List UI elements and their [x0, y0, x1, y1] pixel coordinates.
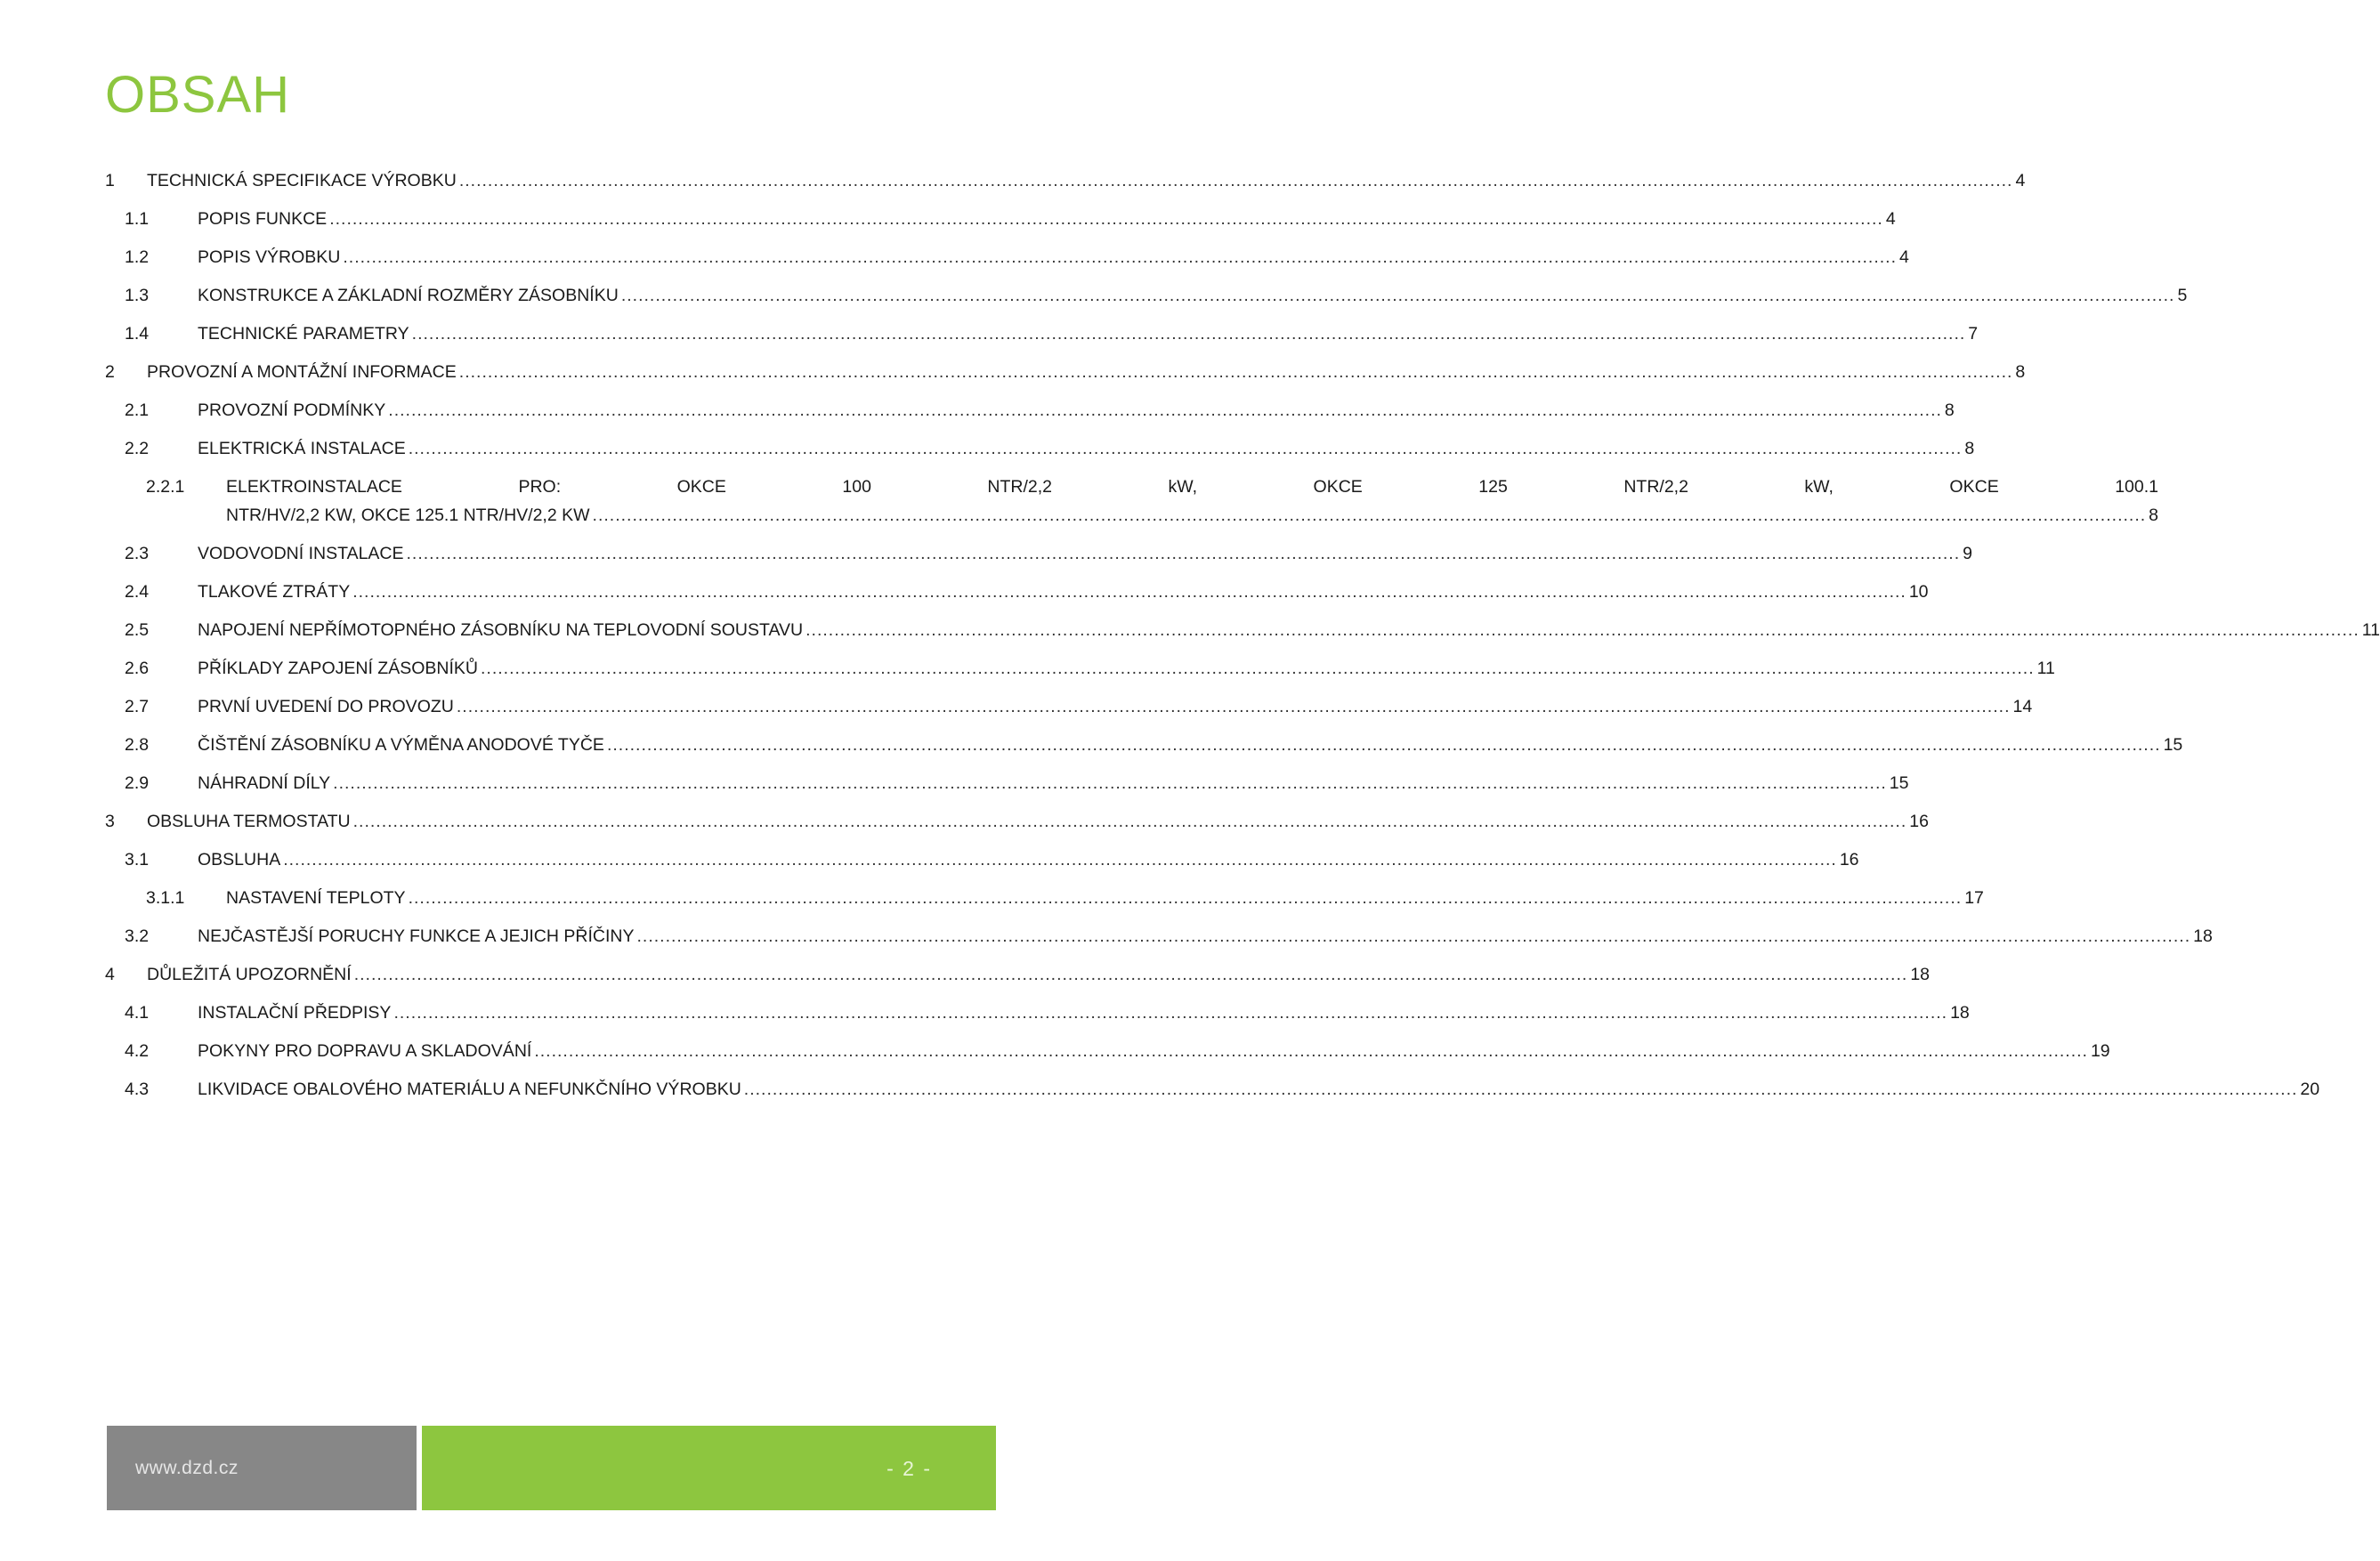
toc-entry[interactable] — [105, 433, 1975, 472]
toc-entry[interactable] — [105, 242, 1909, 280]
toc-leader-dots — [354, 963, 1908, 986]
toc-entry-title: NAPOJENÍ NEPŘÍMOTOPNÉHO ZÁSOBNÍKU NA TEPLOVODNÍ SOUSTAVU — [198, 620, 804, 640]
toc-entry-title: NASTAVENÍ TEPLOTY — [226, 888, 406, 908]
toc-entry-number: 2.7 — [125, 697, 150, 716]
toc-leader-dots — [333, 772, 1887, 795]
toc-entry-page: 15 — [2163, 735, 2183, 755]
toc-leader-dots — [409, 437, 1963, 460]
toc-entry-title: KONSTRUKCE A ZÁKLADNÍ ROZMĚRY ZÁSOBNÍKU — [198, 286, 619, 305]
toc-entry-title: POPIS VÝROBKU — [198, 247, 341, 267]
toc-leader-dots — [283, 848, 1837, 871]
toc-entry[interactable] — [105, 845, 1859, 883]
toc-entry-page: 15 — [1889, 773, 1909, 793]
toc-entry[interactable] — [105, 395, 1955, 433]
toc-entry-title: ELEKTRICKÁ INSTALACE — [198, 439, 406, 458]
toc-entry-page: 8 — [1944, 400, 1955, 420]
toc-entry-number: 3.2 — [125, 926, 150, 946]
toc-entry-page: 5 — [2177, 286, 2188, 305]
toc-entry-title: INSTALAČNÍ PŘEDPISY — [198, 1003, 392, 1023]
toc-entry-page: 16 — [1839, 850, 1859, 869]
toc-leader-dots — [412, 322, 1966, 345]
toc-leader-dots — [353, 810, 1907, 833]
toc-entry[interactable] — [105, 692, 2033, 730]
toc-entry[interactable] — [105, 319, 1979, 357]
toc-entry-page: 8 — [2149, 506, 2159, 525]
toc-leader-dots — [805, 619, 2360, 642]
toc-entry[interactable] — [105, 959, 1931, 998]
toc-entry-page: 16 — [1909, 812, 1929, 831]
toc-entry[interactable] — [105, 357, 2026, 395]
toc-entry-page: 18 — [1950, 1003, 1970, 1023]
toc-leader-dots — [459, 360, 2013, 384]
footer-url-link[interactable]: www.dzd.cz — [135, 1458, 239, 1478]
toc-entry-title: OBSLUHA TERMOSTATU — [147, 812, 351, 831]
toc-entry-title: NÁHRADNÍ DÍLY — [198, 773, 331, 793]
toc-leader-dots — [329, 207, 1883, 231]
toc-entry[interactable] — [105, 730, 2183, 768]
toc-entry[interactable] — [105, 806, 1929, 845]
toc-entry-title: PŘÍKLADY ZAPOJENÍ ZÁSOBNÍKŮ — [198, 659, 478, 678]
toc-entry-page: 20 — [2300, 1080, 2320, 1099]
toc-leader-dots — [593, 504, 2147, 527]
toc-leader-dots — [607, 733, 2161, 756]
toc-entry-title: POKYNY PRO DOPRAVU A SKLADOVÁNÍ — [198, 1041, 532, 1061]
toc-entry-number: 3.1.1 — [146, 888, 185, 908]
toc-entry-number: 4.1 — [125, 1003, 150, 1023]
toc-entry-page: 4 — [1899, 247, 1909, 267]
toc-entry-page: 19 — [2090, 1041, 2110, 1061]
toc-entry-page: 4 — [2015, 171, 2026, 190]
toc-entry-title: TECHNICKÁ SPECIFIKACE VÝROBKU — [147, 171, 457, 190]
toc-entry-page: 14 — [2012, 697, 2033, 716]
toc-entry[interactable] — [105, 204, 1896, 242]
toc-entry-number: 2.1 — [125, 400, 150, 420]
toc-leader-dots — [459, 169, 2013, 192]
toc-entry[interactable] — [105, 577, 1929, 615]
footer-page-panel — [422, 1426, 996, 1510]
toc-entry-number: 2.8 — [125, 735, 150, 755]
toc-entry-title: PRVNÍ UVEDENÍ DO PROVOZU — [198, 697, 454, 716]
toc-leader-dots — [343, 246, 1897, 269]
toc-entry[interactable] — [105, 615, 2380, 653]
toc-entry-page: 4 — [1885, 209, 1896, 229]
toc-entry-number: 2.4 — [125, 582, 150, 602]
toc-entry[interactable] — [105, 921, 2213, 959]
toc-entry-number: 2.9 — [125, 773, 150, 793]
toc-entry-number: 2.2 — [125, 439, 150, 458]
toc-entry-page: 8 — [1964, 439, 1975, 458]
toc-entry-page: 10 — [1908, 582, 1929, 602]
toc-leader-dots — [481, 657, 2035, 680]
toc-leader-dots — [407, 542, 1961, 565]
toc-entry-page: 11 — [2036, 659, 2055, 678]
toc-entry[interactable] — [105, 998, 1970, 1036]
toc-leader-dots — [457, 695, 2011, 718]
toc-leader-dots — [636, 925, 2190, 948]
toc-entry-number: 4 — [105, 965, 115, 984]
toc-entry-page: 8 — [2015, 362, 2026, 382]
toc-entry[interactable] — [105, 768, 1909, 806]
toc-entry[interactable] — [105, 1036, 2110, 1074]
toc-entry-title: PROVOZNÍ PODMÍNKY — [198, 400, 386, 420]
toc-entry-title-line1: ELEKTROINSTALACE PRO: OKCE 100 NTR/2,2 kW, OKCE 125 NTR/2,2 kW, OKCE 100.1 — [226, 477, 2159, 497]
toc-entry-page: 11 — [2361, 620, 2380, 640]
toc-entry-number: 3.1 — [125, 850, 150, 869]
toc-entry-title: PROVOZNÍ A MONTÁŽNÍ INFORMACE — [147, 362, 457, 382]
toc-leader-dots — [621, 284, 2175, 307]
toc-entry-number: 2.2.1 — [146, 477, 185, 497]
footer-website-panel — [107, 1426, 417, 1510]
toc-entry-number: 2.3 — [125, 544, 150, 563]
toc-entry-page: 17 — [1964, 888, 1984, 908]
toc-entry[interactable] — [105, 538, 1972, 577]
toc-leader-dots — [352, 580, 1906, 603]
toc-entry[interactable] — [105, 883, 1984, 921]
toc-entry-page: 7 — [1968, 324, 1979, 344]
toc-entry-number: 1.4 — [125, 324, 150, 344]
toc-leader-dots — [393, 1001, 1947, 1024]
toc-entry-page: 18 — [2193, 926, 2213, 946]
toc-entry-number: 1.2 — [125, 247, 150, 267]
toc-entry-number: 4.3 — [125, 1080, 150, 1099]
toc-entry-title: ČIŠTĚNÍ ZÁSOBNÍKU A VÝMĚNA ANODOVÉ TYČE — [198, 735, 604, 755]
toc-entry[interactable] — [105, 280, 2188, 319]
page-title: OBSAH — [105, 66, 291, 124]
toc-leader-dots — [744, 1078, 2298, 1101]
toc-entry-number: 1 — [105, 171, 115, 190]
toc-entry-number: 1.3 — [125, 286, 150, 305]
toc-entry-page: 9 — [1963, 544, 1972, 563]
toc-entry-title: TLAKOVÉ ZTRÁTY — [198, 582, 351, 602]
toc-entry-number: 2 — [105, 362, 115, 382]
toc-leader-dots — [388, 399, 1942, 422]
toc-entry-number: 4.2 — [125, 1041, 150, 1061]
toc-entry-title-line2: NTR/HV/2,2 KW, OKCE 125.1 NTR/HV/2,2 KW — [226, 506, 590, 525]
toc-entry-title: VODOVODNÍ INSTALACE — [198, 544, 404, 563]
toc-leader-dots — [409, 886, 1963, 910]
toc-entry-title: NEJČASTĚJŠÍ PORUCHY FUNKCE A JEJICH PŘÍČINY — [198, 926, 635, 946]
toc-entry-title: TECHNICKÉ PARAMETRY — [198, 324, 409, 344]
toc-entry[interactable] — [105, 166, 2026, 204]
toc-entry-title: DŮLEŽITÁ UPOZORNĚNÍ — [147, 965, 352, 984]
toc-entry-number: 2.5 — [125, 620, 150, 640]
toc-entry-title: OBSLUHA — [198, 850, 281, 869]
toc-entry-title: LIKVIDACE OBALOVÉHO MATERIÁLU A NEFUNKČNÍHO VÝROBKU — [198, 1080, 741, 1099]
toc-entry[interactable] — [105, 1074, 2320, 1112]
toc-entry-number: 1.1 — [125, 209, 150, 229]
toc-entry[interactable] — [105, 472, 2159, 538]
toc-entry-number: 3 — [105, 812, 115, 831]
toc-entry-title: POPIS FUNKCE — [198, 209, 328, 229]
page-number: - 2 - — [886, 1457, 932, 1480]
toc-entry[interactable] — [105, 653, 2055, 692]
toc-entry-number: 2.6 — [125, 659, 150, 678]
toc-entry-page: 18 — [1910, 965, 1931, 984]
table-of-contents — [105, 166, 2380, 1112]
toc-leader-dots — [534, 1039, 2088, 1063]
